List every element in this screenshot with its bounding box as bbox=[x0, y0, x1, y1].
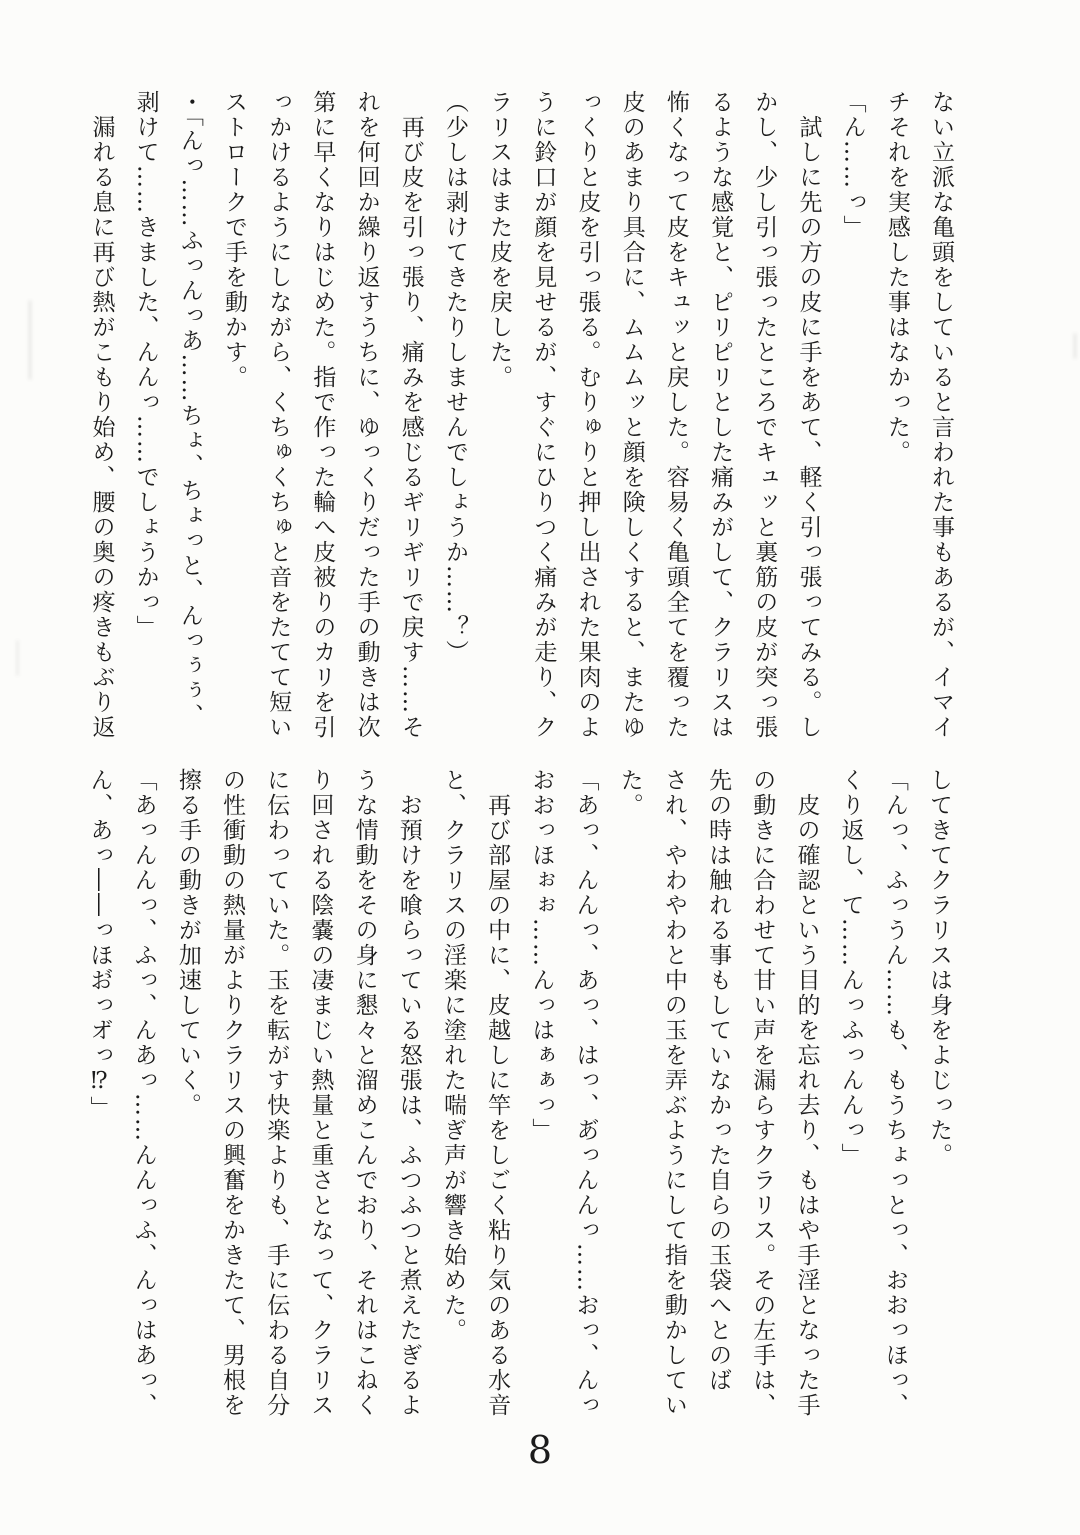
scan-artifact bbox=[16, 640, 19, 676]
text-column: ん、あっ――っほお゙っオ゙っ⁉」 bbox=[86, 768, 113, 1121]
scan-artifact bbox=[28, 300, 32, 380]
text-column: っかけるようにしながら、くちゅくちゅと音をたてて短い bbox=[265, 90, 292, 740]
text-column: おおっほぉぉ……んっはぁぁっ」 bbox=[528, 768, 555, 1143]
text-column: してきてクラリスは身をよじった。 bbox=[926, 768, 952, 1168]
text-column: され、やわやわと中の玉を弄ぶようにして指を動かしてい bbox=[660, 768, 687, 1418]
text-column: くり返し、て……んっふっんんっ」 bbox=[837, 768, 864, 1168]
page-number: 8 bbox=[527, 1428, 553, 1472]
text-column: かし、少し引っ張ったところでキュッと裏筋の皮が突っ張 bbox=[751, 90, 778, 740]
text-column: っくりと皮を引っ張る。むりゅりと押し出された果肉のよ bbox=[574, 90, 601, 740]
text-column: 剥けて……きました、んんっ……でしょうかっ」 bbox=[132, 90, 159, 640]
lower-text-block bbox=[76, 768, 960, 1420]
text-column: の動きに合わせて甘い声を漏らすクラリス。その左手は、 bbox=[749, 768, 776, 1418]
text-column: 皮のあまり具合に、ムムムッと顔を険しくすると、またゆ bbox=[618, 90, 645, 740]
text-column: 「あっんんっ、ふっ、んあっ……んんっふ、んっはあっ、 bbox=[130, 768, 157, 1418]
text-column: お預けを喰らっている怒張は、ふつふつと煮えたぎるよ bbox=[395, 768, 422, 1418]
text-column: り回される陰嚢の凄まじい熱量と重さとなって、クラリス bbox=[307, 768, 334, 1418]
text-column: れを何回か繰り返すうちに、ゆっくりだった手の動きは次 bbox=[353, 90, 380, 740]
text-column: 「ん……っ」 bbox=[839, 90, 866, 240]
text-column: 「あっ、んんっ、あっ、はっ、あ゙っんんっ……おっ、んっ bbox=[572, 768, 599, 1418]
text-column: 第に早くなりはじめた。指で作った輪へ皮被りのカリを引 bbox=[309, 90, 336, 740]
text-column: 再び皮を引っ張り、痛みを感じるギリギリで戻す……そ bbox=[397, 90, 424, 740]
text-column: うな情動をその身に懇々と溜めこんでおり、それはこねく bbox=[351, 768, 378, 1418]
text-column: ストロークで手を動かす。 bbox=[221, 90, 247, 390]
text-column: に伝わっていた。玉を転がす快楽よりも、手に伝わる自分 bbox=[263, 768, 290, 1418]
text-column: ・「んっ……ふっんっあ……ちょ、ちょっと、んっぅぅ、 bbox=[176, 90, 203, 729]
text-column: の性衝動の熱量がよりクラリスの興奮をかきたて、男根を bbox=[219, 768, 245, 1418]
text-column: ラリスはまた皮を戻した。 bbox=[486, 90, 513, 390]
text-column: 再び部屋の中に、皮越しに竿をしごく粘り気のある水音 bbox=[484, 768, 511, 1418]
text-column: るような感覚と、ピリピリとした痛みがして、クラリスは bbox=[707, 90, 734, 740]
text-column: 漏れる息に再び熱がこもり始め、腰の奥の疼きもぶり返 bbox=[88, 90, 115, 740]
text-column: と、クラリスの淫楽に塗れた喘ぎ声が響き始めた。 bbox=[439, 768, 466, 1343]
text-column: ない立派な亀頭をしていると言われた事もあるが、イマイ bbox=[928, 90, 954, 740]
text-column: （少しは剥けてきたりしませんでしょうか……？） bbox=[441, 90, 468, 665]
text-column: た。 bbox=[616, 768, 643, 818]
text-column: うに鈴口が顔を見せるが、すぐにひりつく痛みが走り、ク bbox=[530, 90, 557, 740]
text-column: 怖くなって皮をキュッと戻した。容易く亀頭全てを覆った bbox=[662, 90, 689, 740]
upper-text-block bbox=[78, 90, 962, 742]
text-column: 先の時は触れる事もしていなかった自らの玉袋へとのば bbox=[705, 768, 732, 1393]
text-column: 皮の確認という目的を忘れ去り、もはや手淫となった手 bbox=[793, 768, 820, 1418]
text-column: 擦る手の動きが加速していく。 bbox=[174, 768, 201, 1118]
text-column: 試しに先の方の皮に手をあて、軽く引っ張ってみる。し bbox=[795, 90, 822, 740]
scan-artifact bbox=[1073, 333, 1077, 359]
text-column: チそれを実感した事はなかった。 bbox=[883, 90, 910, 465]
text-column: 「んっ、ふっうん……も、もうちょっとっ、おおっほっ、 bbox=[881, 768, 908, 1418]
